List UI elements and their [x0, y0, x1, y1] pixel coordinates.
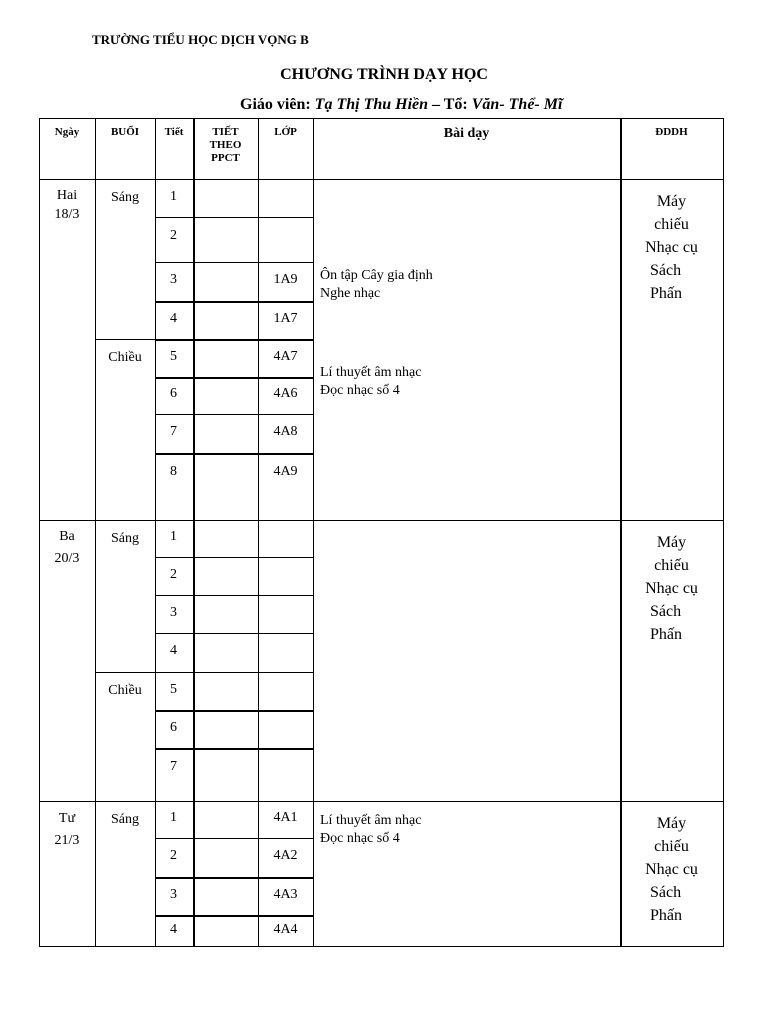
period-number: 3 — [170, 886, 177, 902]
material-item: Phấn — [650, 907, 682, 924]
class-code: 1A9 — [273, 272, 298, 287]
day-name: Ba — [59, 529, 75, 544]
period-row-border — [155, 301, 313, 303]
lesson-text: Lí thuyết âm nhạc — [320, 365, 422, 380]
teacher-label: Giáo viên: — [240, 96, 311, 113]
lesson-text: Lí thuyết âm nhạc — [320, 813, 422, 828]
period-number: 5 — [170, 681, 177, 697]
lesson-text: Nghe nhạc — [320, 286, 381, 301]
session-name: Chiều — [108, 350, 142, 365]
group-name: Văn- Thể- Mĩ — [471, 96, 563, 113]
column-border-2 — [155, 118, 156, 947]
day-date: 20/3 — [54, 551, 80, 566]
header-ppct-line2: THEO — [209, 139, 242, 151]
period-number: 4 — [170, 310, 177, 326]
material-item: Nhạc cụ — [645, 580, 698, 597]
class-code: 4A1 — [273, 810, 298, 825]
period-number: 2 — [170, 566, 177, 582]
day-border — [39, 520, 723, 521]
header-lop: LỚP — [274, 126, 297, 138]
material-item: Sách — [650, 262, 682, 279]
period-number: 3 — [170, 604, 177, 620]
class-code: 4A4 — [273, 922, 298, 937]
period-row-border — [155, 217, 313, 218]
material-item: Nhạc cụ — [645, 861, 698, 878]
session-name: Sáng — [111, 190, 139, 205]
day-date: 21/3 — [54, 833, 80, 848]
period-row-border — [155, 633, 313, 634]
day-name: Hai — [56, 188, 78, 203]
day-date: 18/3 — [54, 207, 80, 222]
class-code: 4A2 — [273, 848, 298, 863]
material-item: Nhạc cụ — [645, 239, 698, 256]
period-number: 6 — [170, 386, 177, 401]
period-row-border — [155, 339, 313, 341]
material-item: Sách — [650, 603, 682, 620]
period-number: 2 — [170, 848, 177, 863]
period-number: 5 — [170, 348, 177, 364]
session-name: Sáng — [111, 531, 139, 546]
session-border — [95, 672, 155, 673]
period-number: 4 — [170, 922, 177, 937]
teacher-name: Tạ Thị Thu Hiền — [314, 96, 429, 113]
period-number: 1 — [170, 529, 177, 544]
teacher-line — [240, 96, 562, 114]
session-name: Chiều — [108, 683, 142, 698]
school-name: TRƯỜNG TIỂU HỌC DỊCH VỌNG B — [92, 32, 309, 47]
lesson-text: Ôn tập Cây gia định — [320, 268, 433, 283]
header-ppct-line1: TIẾT — [212, 126, 239, 138]
session-border — [95, 339, 155, 340]
material-item: Phấn — [650, 285, 682, 302]
period-row-border — [155, 838, 313, 839]
period-number: 4 — [170, 643, 177, 658]
period-row-border — [155, 672, 313, 673]
material-item: chiếu — [654, 216, 689, 233]
period-number: 6 — [170, 719, 177, 735]
period-row-border — [155, 453, 313, 455]
class-code: 4A7 — [273, 348, 298, 364]
period-number: 2 — [170, 228, 177, 243]
lesson-text: Đọc nhạc số 4 — [320, 831, 400, 846]
class-code: 1A7 — [273, 310, 298, 326]
day-name: Tư — [58, 811, 76, 826]
day-border — [39, 801, 723, 802]
class-code: 4A3 — [273, 886, 298, 902]
material-item: chiếu — [654, 557, 689, 574]
period-number: 8 — [170, 464, 177, 479]
column-border-7 — [723, 118, 724, 947]
class-code: 4A8 — [273, 424, 298, 439]
header-ppct-line3: PPCT — [211, 152, 240, 164]
material-item: Máy — [656, 193, 687, 210]
period-row-border — [155, 262, 313, 263]
column-border-5 — [313, 118, 314, 947]
document-title: CHƯƠNG TRÌNH DẠY HỌC — [280, 66, 488, 83]
period-row-border — [155, 710, 313, 712]
day-border — [39, 179, 723, 180]
period-row-border — [155, 557, 313, 558]
header-ngay: Ngày — [54, 126, 80, 138]
class-code: 4A6 — [273, 386, 298, 401]
header-bai-day: Bài dạy — [443, 126, 490, 141]
group-label: Tổ: — [443, 96, 468, 113]
header-dddh: ĐDDH — [655, 126, 688, 138]
material-item: Máy — [656, 815, 687, 832]
header-buoi: BUỔI — [110, 126, 140, 138]
header-tiet: Tiết — [164, 126, 184, 138]
period-row-border — [155, 748, 313, 750]
period-number: 1 — [170, 188, 177, 204]
material-item: Máy — [656, 534, 687, 551]
period-number: 3 — [170, 272, 177, 287]
material-item: Sách — [650, 884, 682, 901]
material-item: Phấn — [650, 626, 682, 643]
period-row-border — [155, 595, 313, 596]
teacher-dash: – — [428, 96, 444, 113]
session-name: Sáng — [111, 812, 139, 827]
material-item: chiếu — [654, 838, 689, 855]
period-number: 1 — [170, 810, 177, 825]
column-border-3 — [193, 118, 195, 947]
period-row-border — [155, 915, 313, 917]
period-number: 7 — [170, 759, 177, 774]
period-row-border — [155, 877, 313, 879]
period-row-border — [155, 377, 313, 379]
period-number: 7 — [170, 424, 177, 439]
lesson-text: Đọc nhạc số 4 — [320, 383, 400, 398]
class-code: 4A9 — [273, 464, 298, 479]
period-row-border — [155, 414, 313, 415]
